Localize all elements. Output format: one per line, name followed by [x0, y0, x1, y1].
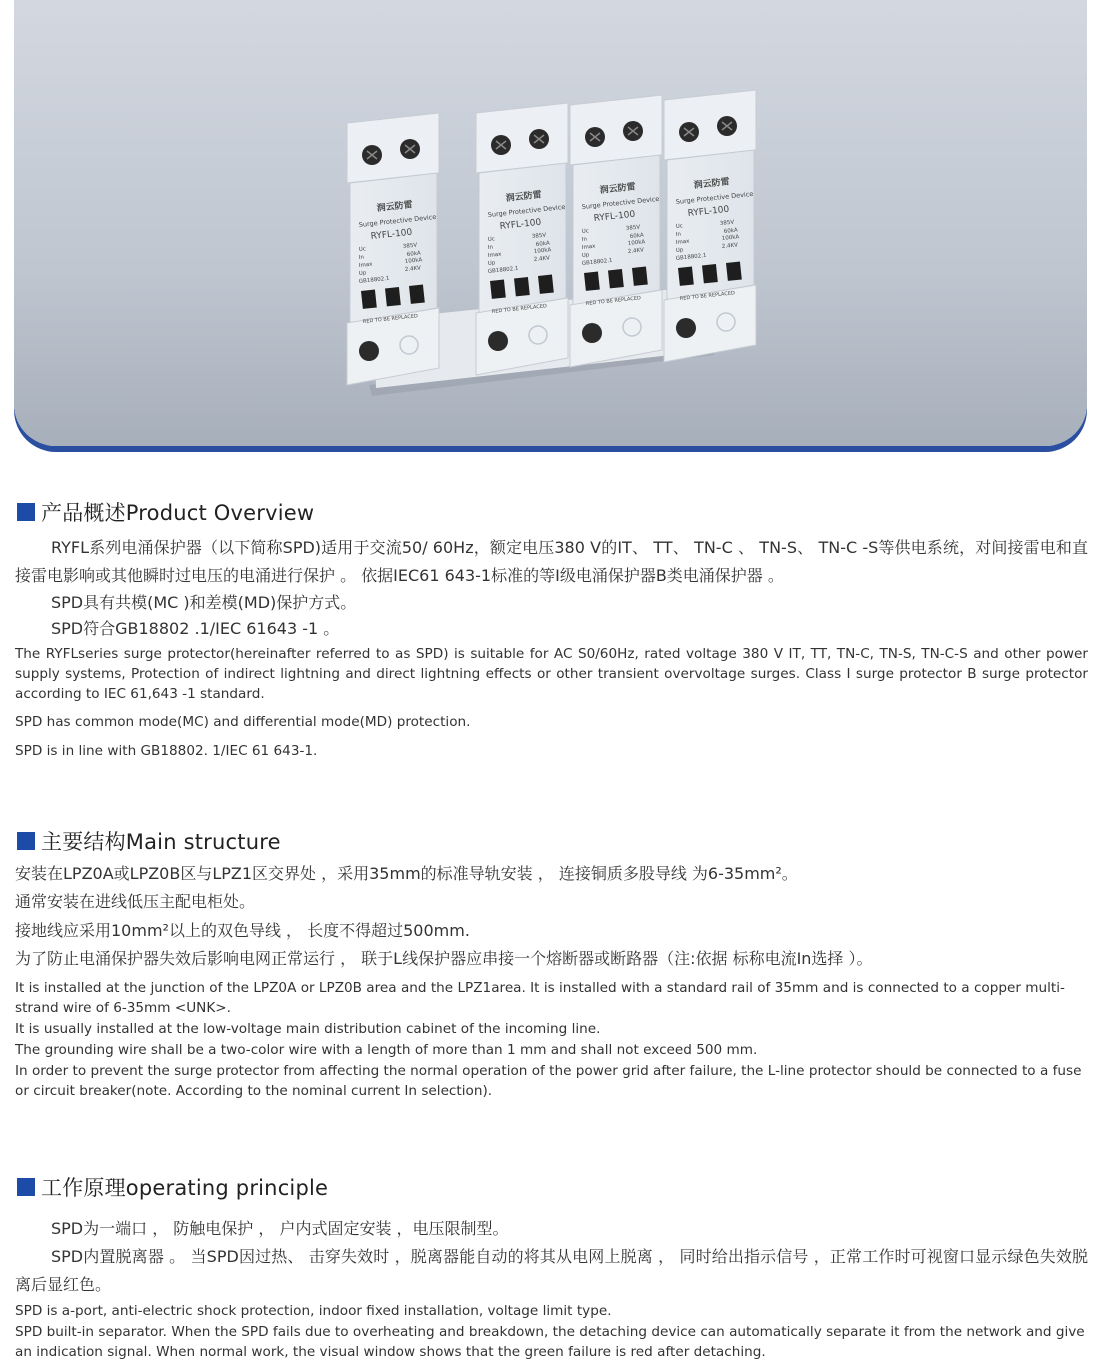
overview-en-paragraph-2: SPD has common mode(MC) and differential mode(MD) protection.: [15, 714, 471, 730]
section-overview-heading: [17, 497, 314, 527]
module-up-label: Up: [487, 260, 496, 267]
module-in-label: In: [358, 254, 365, 261]
section-principle-heading: [17, 1172, 328, 1202]
module-uc-value: 385V: [531, 232, 547, 240]
module-device-label: Surge Protective Device: [487, 202, 566, 219]
module-in-label: In: [487, 244, 494, 251]
module-up-label: Up: [358, 270, 367, 277]
module-imax-value: 100kA: [721, 234, 740, 242]
module-replace-note: RED TO BE REPLACED: [585, 295, 642, 307]
module-uc-label: Uc: [581, 228, 590, 235]
module-up-label: Up: [581, 252, 590, 259]
indicator-window: [678, 267, 694, 286]
module-up-value: 2.4KV: [627, 247, 645, 255]
module-in-label: In: [675, 231, 682, 238]
module-brand-label: 润云防雷: [376, 200, 414, 214]
terminal-screw-icon: [359, 341, 379, 361]
module-in-label: In: [581, 236, 588, 243]
module-model-label: RYFL-100: [687, 204, 730, 219]
overview-zh-paragraph-2: SPD具有共模(MC )和差模(MD)保护方式。: [51, 593, 357, 612]
module-uc-label: Uc: [358, 246, 367, 253]
principle-en-line-2: SPD built-in separator. When the SPD fails due to overheating and breakdown, the detaching device can automatically separate it from the network and give an indication signal. When normal work, the visual window shows that the green failure is red after detaching.: [15, 1324, 1085, 1360]
module-model-label: RYFL-100: [593, 209, 636, 224]
module-up-label: Up: [675, 247, 684, 254]
module-imax-value: 100kA: [627, 239, 646, 247]
module-standard-label: GB18802.1: [487, 265, 519, 275]
module-replace-note: RED TO BE REPLACED: [679, 290, 736, 302]
module-up-value: 2.4KV: [721, 242, 739, 250]
structure-en-line-2: It is usually installed at the low-voltage main distribution cabinet of the incoming line.: [15, 1021, 601, 1037]
module-brand-label: 润云防雷: [599, 182, 637, 196]
module-device-label: Surge Protective Device: [675, 189, 754, 206]
indicator-window: [385, 287, 401, 306]
spd-module: [664, 90, 756, 362]
module-device-label: Surge Protective Device: [358, 212, 437, 229]
module-brand-label: 润云防雷: [505, 190, 543, 204]
product-hero-image: [14, 0, 1087, 446]
module-in-value: 60kA: [406, 250, 422, 258]
module-top-block: [664, 90, 756, 160]
overview-zh-paragraph-1: RYFL系列电涌保护器（以下简称SPD)适用于交流50/ 60Hz，额定电压380 V的IT、 TT、 TN-C 、 TN-S、 TN-C -S等供电系统，对间接雷电和直接雷电影响或其他瞬时过电压的电涌进行保护 。 依据IEC61 643-1标准的等I级电涌保护器B类电涌保护器 。: [15, 538, 1088, 585]
structure-en-line-4: In order to prevent the surge protector from affecting the normal operation of the power grid after failure, the L-line protector should be connected to a fuse or circuit breaker(note. According to the nominal current In selection).: [15, 1063, 1082, 1099]
module-imax-label: Imax: [358, 261, 373, 269]
module-brand-label: 润云防雷: [693, 177, 731, 191]
module-imax-value: 100kA: [533, 247, 552, 255]
structure-zh-line-1: 安装在LPZ0A或LPZ0B区与LPZ1区交界处 ，采用35mm的标准导轨安装 ， 连接铜质多股导线 为6-35mm²。: [15, 864, 798, 883]
indicator-window: [726, 262, 742, 281]
principle-zh-paragraph-1: SPD为一端口 ， 防触电保护 ， 户内式固定安装 ，电压限制型。: [51, 1219, 509, 1238]
module-device-label: Surge Protective Device: [581, 194, 660, 211]
module-uc-value: 385V: [402, 242, 418, 250]
module-top-block: [570, 95, 662, 165]
module-uc-value: 385V: [625, 224, 641, 232]
structure-title: 主要结构Main structure: [41, 830, 281, 854]
structure-zh-line-2: 通常安装在进线低压主配电柜处。: [15, 892, 256, 911]
module-up-value: 2.4KV: [404, 265, 422, 273]
overview-title: 产品概述Product Overview: [41, 501, 315, 525]
module-standard-label: GB18802.1: [581, 257, 613, 267]
module-top-block: [347, 113, 439, 183]
module-replace-note: RED TO BE REPLACED: [362, 313, 419, 325]
module-imax-value: 100kA: [404, 257, 423, 265]
principle-zh-paragraph-2: SPD内置脱离器 。 当SPD因过热、 击穿失效时 ，脱离器能自动的将其从电网上脱离 ， 同时给出指示信号 ，正常工作时可视窗口显示绿色失效脱离后显红色。: [15, 1247, 1088, 1294]
surge-protector-illustration: [14, 0, 1087, 446]
terminal-screw-icon: [676, 318, 696, 338]
module-in-value: 60kA: [629, 232, 645, 240]
module-up-value: 2.4KV: [533, 255, 551, 263]
principle-en-line-1: SPD is a-port, anti-electric shock protection, indoor fixed installation, voltage limit type.: [15, 1303, 612, 1319]
module-standard-label: GB18802.1: [358, 275, 390, 285]
module-model-label: RYFL-100: [499, 217, 542, 232]
indicator-window: [514, 277, 530, 296]
section-structure-heading: [17, 826, 281, 856]
overview-zh-paragraph-3: SPD符合GB18802 .1/IEC 61643 -1 。: [51, 619, 340, 638]
module-imax-label: Imax: [487, 251, 502, 259]
principle-title: 工作原理operating principle: [41, 1176, 329, 1200]
indicator-window: [361, 290, 377, 309]
structure-en-line-3: The grounding wire shall be a two-color wire with a length of more than 1 mm and shall not exceed 500 mm.: [15, 1042, 758, 1058]
indicator-window: [538, 275, 554, 294]
overview-en-paragraph-3: SPD is in line with GB18802. 1/IEC 61 643-1.: [15, 743, 318, 759]
module-imax-label: Imax: [675, 238, 690, 246]
module-uc-label: Uc: [675, 223, 684, 230]
indicator-window: [409, 285, 425, 304]
module-in-value: 60kA: [535, 240, 551, 248]
structure-zh-line-3: 接地线应采用10mm²以上的双色导线 ， 长度不得超过500mm.: [15, 921, 470, 940]
module-uc-label: Uc: [487, 236, 496, 243]
section-marker-icon: [17, 1178, 35, 1196]
indicator-window: [608, 269, 624, 288]
indicator-window: [632, 267, 648, 286]
module-top-block: [476, 103, 568, 173]
module-model-label: RYFL-100: [370, 227, 413, 242]
structure-en-line-1: It is installed at the junction of the LPZ0A or LPZ0B area and the LPZ1area. It is installed with a standard rail of 35mm and is connected to a copper multi-strand wire of 6-35mm <UNK>.: [15, 980, 1065, 1016]
section-marker-icon: [17, 832, 35, 850]
indicator-window: [490, 280, 506, 299]
terminal-screw-icon: [582, 323, 602, 343]
spd-module: [570, 95, 662, 367]
section-marker-icon: [17, 503, 35, 521]
spd-module: [476, 103, 568, 375]
module-imax-label: Imax: [581, 243, 596, 251]
indicator-window: [584, 272, 600, 291]
module-uc-value: 385V: [719, 219, 735, 227]
module-in-value: 60kA: [723, 227, 739, 235]
structure-zh-line-4: 为了防止电涌保护器失效后影响电网正常运行 ， 联于L线保护器应串接一个熔断器或断路器（注:依据 标称电流In选择 ）。: [15, 949, 873, 968]
module-replace-note: RED TO BE REPLACED: [491, 303, 548, 315]
spd-module: [347, 113, 439, 385]
module-standard-label: GB18802.1: [675, 252, 707, 262]
overview-en-paragraph-1: The RYFLseries surge protector(hereinafter referred to as SPD) is suitable for AC S0/60Hz, rated voltage 380 V IT, TT, TN-C, TN-S, TN-C-S and other power supply systems, Protection of indirect lightning and direct lightning effects or other transient overvoltage surges. Class I surge protector B surge protector according to IEC 61,643 -1 standard.: [15, 646, 1088, 702]
indicator-window: [702, 264, 718, 283]
terminal-screw-icon: [488, 331, 508, 351]
